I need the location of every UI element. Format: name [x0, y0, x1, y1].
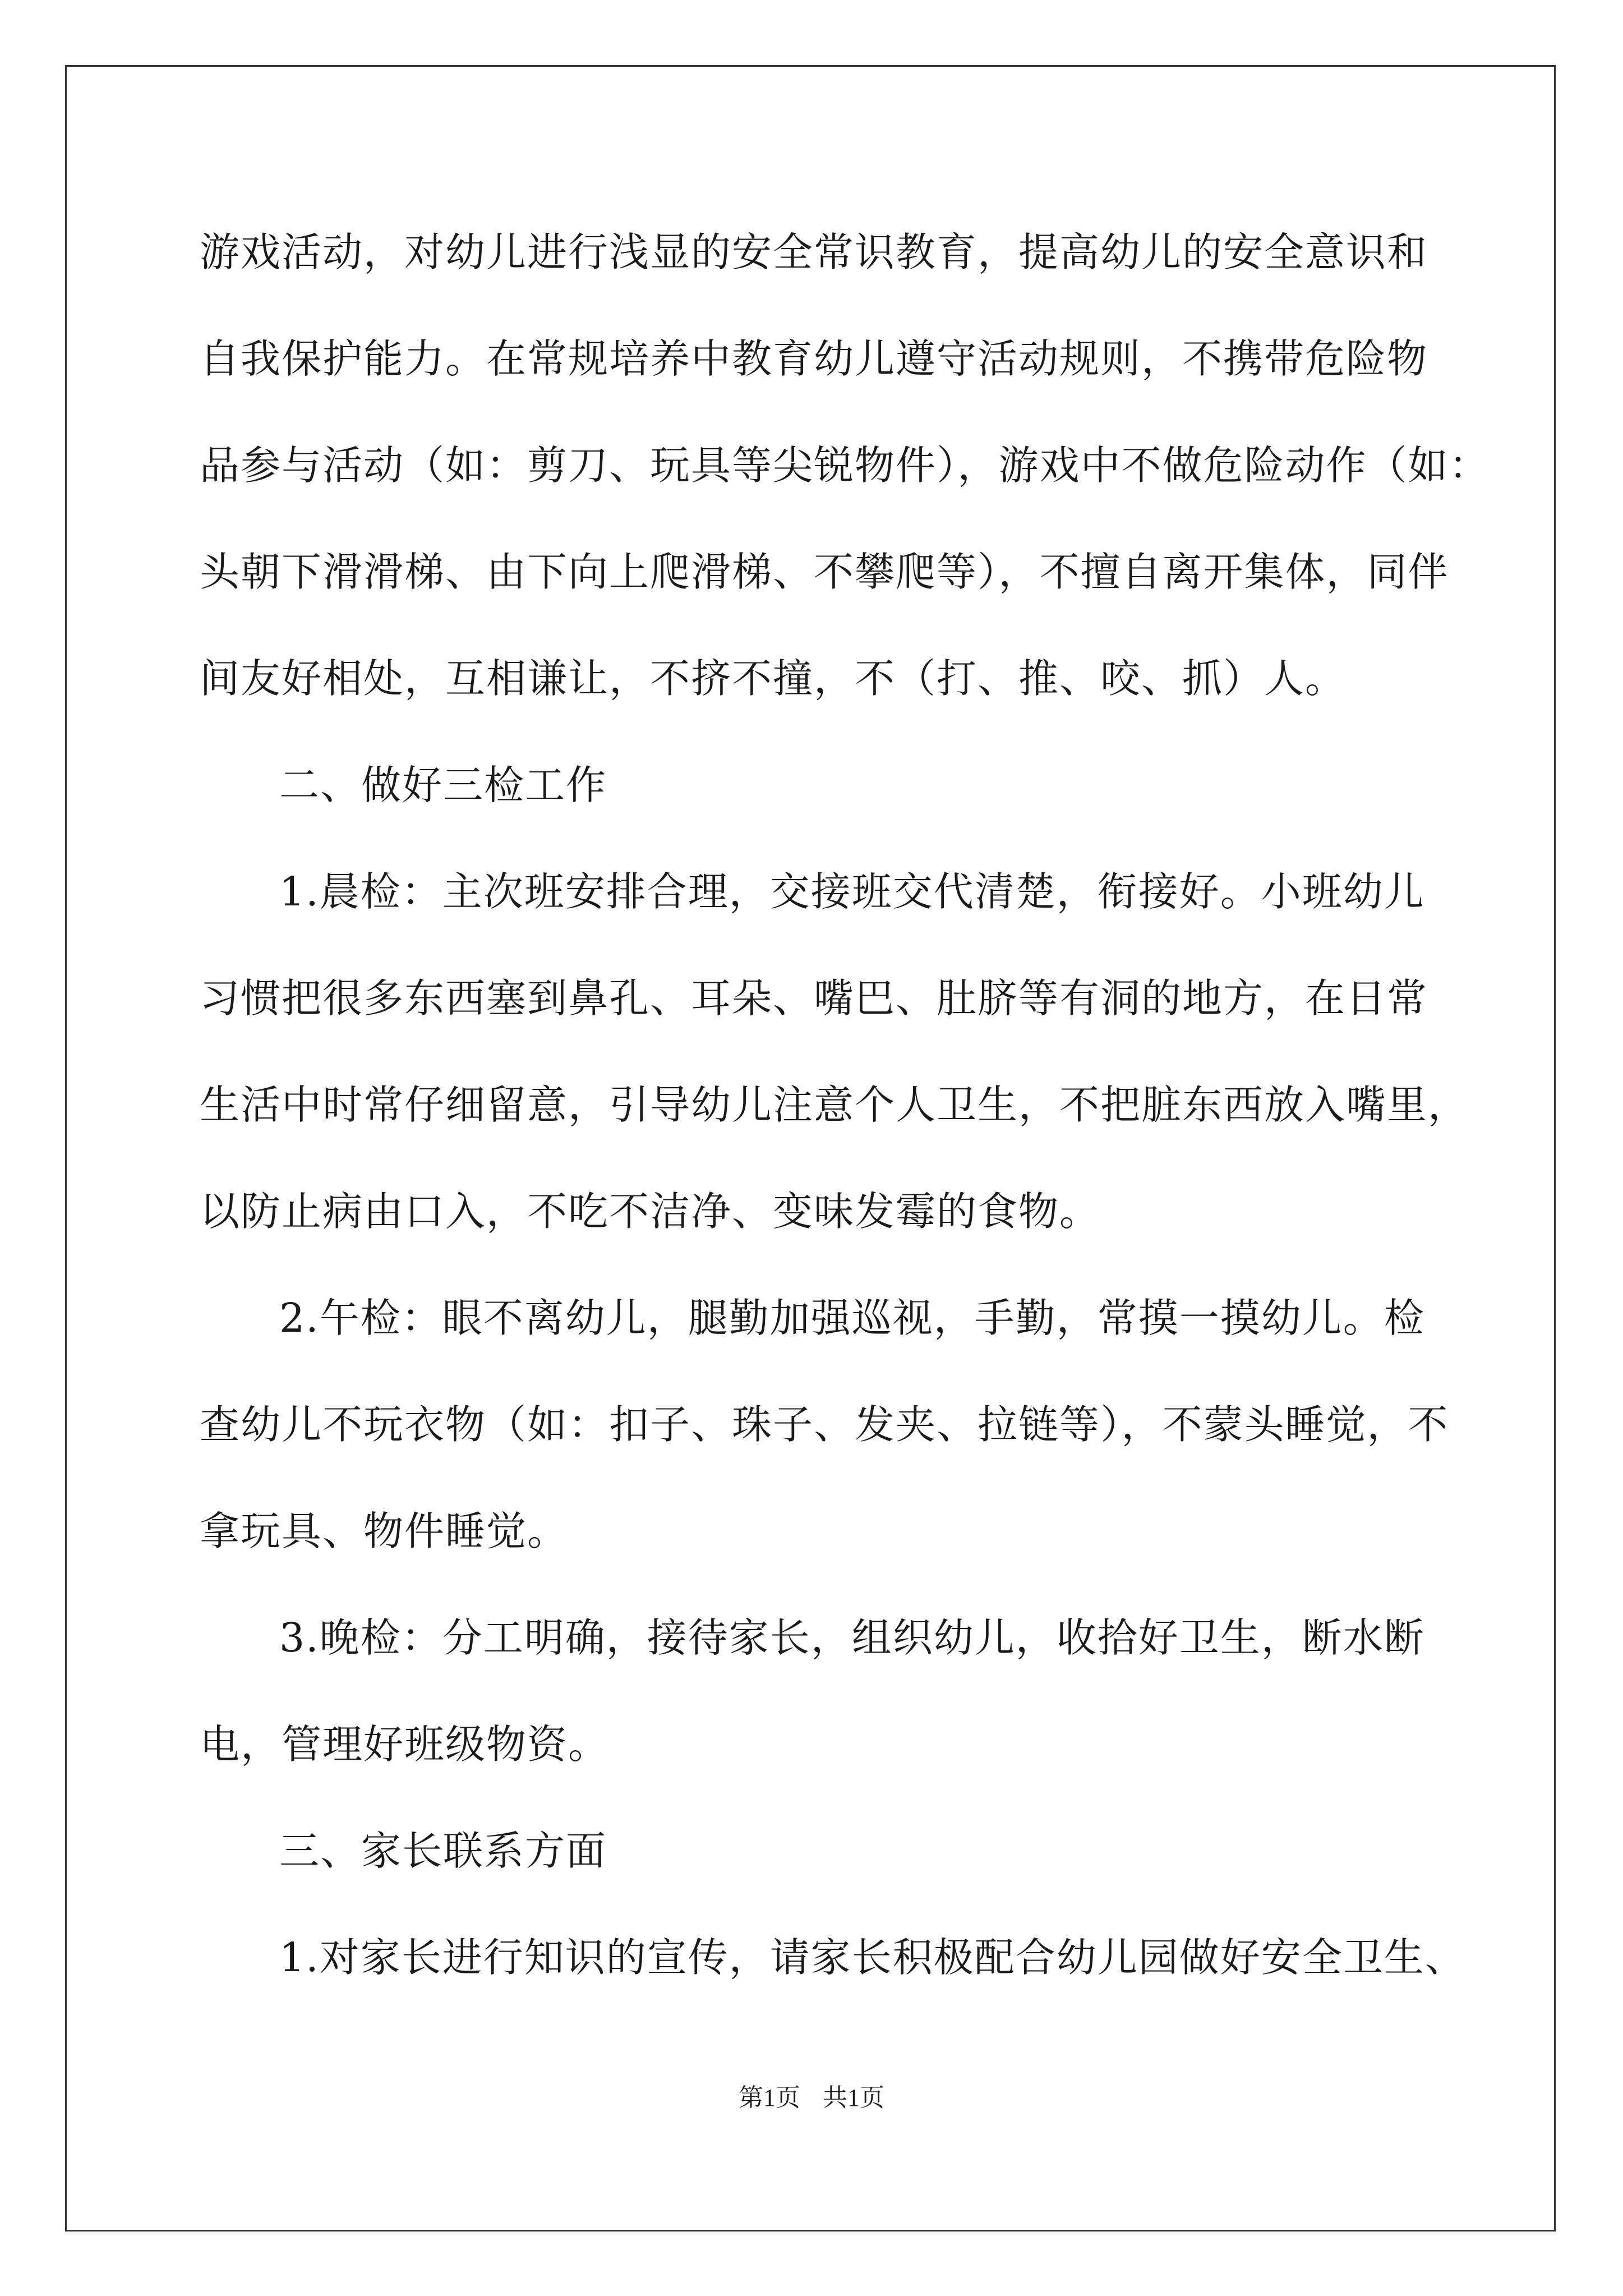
text-line: 1.晨检：主次班安排合理，交接班交代清楚，衔接好。小班幼儿 — [279, 868, 1425, 915]
text-line: 自我保护能力。在常规培养中教育幼儿遵守活动规则，不携带危险物 — [200, 335, 1428, 382]
text-line: 拿玩具、物件睡觉。 — [200, 1508, 569, 1554]
section-heading: 三、家长联系方面 — [279, 1828, 607, 1874]
text-line: 查幼儿不玩衣物（如：扣子、珠子、发夹、拉链等），不蒙头睡觉，不 — [200, 1401, 1449, 1448]
text-line: 间友好相处，互相谦让，不挤不撞，不（打、推、咬、抓）人。 — [200, 655, 1347, 702]
section-heading: 二、做好三检工作 — [279, 762, 607, 808]
page-footer — [0, 2081, 1623, 2115]
text-line: 1.对家长进行知识的宣传，请家长积极配合幼儿园做好安全卫生、 — [279, 1934, 1466, 1981]
text-line: 习惯把很多东西塞到鼻孔、耳朵、嘴巴、肚脐等有洞的地方，在日常 — [200, 975, 1428, 1022]
text-line: 以防止病由口入，不吃不洁净、变味发霉的食物。 — [200, 1188, 1101, 1235]
text-line: 2.午检：眼不离幼儿，腿勤加强巡视，手勤，常摸一摸幼儿。检 — [279, 1295, 1425, 1341]
text-line: 品参与活动（如：剪刀、玩具等尖锐物件），游戏中不做危险动作（如： — [200, 442, 1490, 489]
text-line: 游戏活动，对幼儿进行浅显的安全常识教育，提高幼儿的安全意识和 — [200, 229, 1428, 275]
page-total: 共1页 — [823, 2084, 884, 2111]
text-line: 生活中时常仔细留意，引导幼儿注意个人卫生，不把脏东西放入嘴里， — [200, 1082, 1469, 1128]
text-line: 电，管理好班级物资。 — [200, 1721, 610, 1768]
page-number: 第1页 — [739, 2084, 800, 2111]
text-line: 头朝下滑滑梯、由下向上爬滑梯、不攀爬等），不擅自离开集体，同伴 — [200, 549, 1449, 595]
text-line: 3.晚检：分工明确，接待家长，组织幼儿，收拾好卫生，断水断 — [279, 1614, 1425, 1661]
